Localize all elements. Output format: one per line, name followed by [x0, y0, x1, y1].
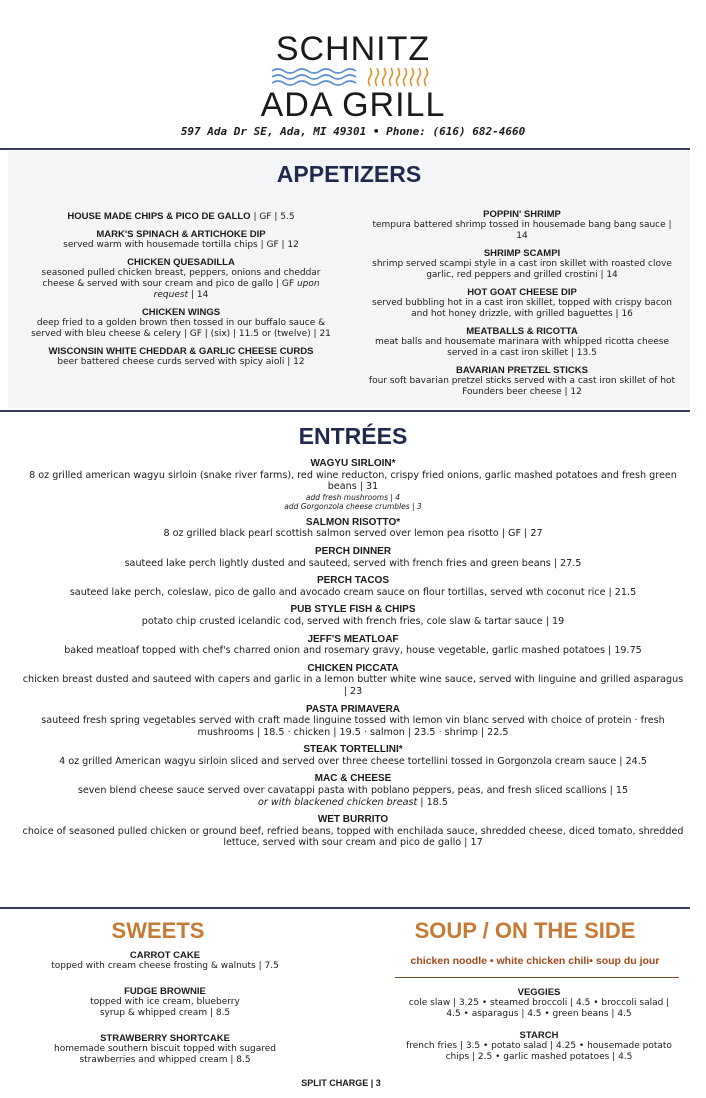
logo-line1: SCHNITZ [275, 30, 431, 68]
menu-item [20, 663, 686, 698]
menu-item [20, 634, 686, 657]
menu-item [30, 986, 300, 1019]
item-price: | 18.5 [417, 796, 448, 808]
item-desc: sauteed fresh spring vegetables served with craft made linguine tossed with lemon vin blanc served with choice of protein · fresh mushrooms | 18.5 · chicken | 19.5 · salmon | 23.5 · shrimp | 22.5 [41, 715, 665, 738]
sweets-title: SWEETS [111, 918, 205, 943]
logo [0, 32, 706, 122]
item-desc: 4 oz grilled American wagyu sirloin sliced and served over three cheese tortellini tossed in Gorgonzola cream sauce | 24.5 [59, 755, 647, 767]
menu-item [20, 604, 686, 627]
item-name: CARROT CAKE [129, 950, 201, 961]
item-name: WET BURRITO [317, 814, 389, 826]
menu-item [20, 517, 686, 540]
item-desc: sauteed lake perch, coleslaw, pico de gallo and avocado cream sauce on flour tortillas, served wth coconut rice | 21.5 [69, 586, 637, 598]
item-name: SHRIMP SCAMPI [483, 248, 561, 259]
item-name: HOT GOAT CHEESE DIP [467, 287, 577, 298]
item-price: | 14 [188, 290, 209, 300]
item-note: upon request [153, 279, 320, 300]
item-name: PUB STYLE FISH & CHIPS [290, 604, 416, 616]
appetizers-right-column [366, 209, 678, 404]
item-desc: beer battered cheese curds served with spicy aioli | 12 [57, 357, 305, 367]
item-desc: | GF | 5.5 [250, 212, 295, 222]
menu-item [20, 814, 686, 849]
entrees-list [20, 458, 686, 855]
item-desc: sauteed lake perch lightly dusted and sauteed, served with french fries and green beans | 27.5 [124, 557, 582, 569]
menu-item [20, 546, 686, 569]
item-name: VEGGIES [517, 987, 561, 998]
logo-waves [0, 66, 706, 88]
item-name: STARCH [519, 1030, 559, 1041]
item-name: STRAWBERRY SHORTCAKE [100, 1033, 230, 1044]
sweets-list [30, 950, 300, 1072]
item-name: PASTA PRIMAVERA [305, 703, 401, 715]
appetizers-left-column [28, 211, 334, 374]
appetizers-title: APPETIZERS [276, 161, 422, 187]
divider [0, 907, 690, 909]
menu-item [366, 248, 678, 281]
menu-item [366, 365, 678, 398]
item-desc: seasoned pulled chicken breast, peppers, onions and cheddar cheese & served with sour cream and pico de gallo | GF [41, 268, 321, 289]
item-desc: topped with ice cream, blueberry syrup & whipped cream | 8.5 [90, 997, 240, 1018]
menu-item [404, 1030, 674, 1063]
logo-line2: ADA GRILL [260, 86, 446, 124]
item-name: CHICKEN PICCATA [307, 662, 399, 674]
item-desc: french fries | 3.5 • potato salad | 4.25 • housemade potato chips | 2.5 • garlic mashed potatoes | 4.5 [406, 1041, 672, 1062]
soup-divider [395, 977, 679, 978]
divider [0, 148, 690, 150]
item-name: POPPIN' SHRIMP [483, 209, 561, 220]
menu-item [20, 458, 686, 511]
menu-item [366, 326, 678, 359]
item-name: WAGYU SIRLOIN* [310, 458, 396, 469]
split-charge: SPLIT CHARGE | 3 [301, 1078, 381, 1088]
item-desc: tempura battered shrimp tossed in housemade bang bang sauce | 14 [372, 220, 672, 241]
item-name: HOUSE MADE CHIPS & PICO DE GALLO [67, 211, 251, 222]
item-desc: served bubbling hot in a cast iron skillet, topped with crispy bacon and hot honey drizzle, with grilled baguettes | 16 [372, 298, 672, 319]
address: 597 Ada Dr SE, Ada, MI 49301 • Phone: (616) 682-4660 [180, 125, 526, 138]
item-desc: chicken breast dusted and sauteed with capers and garlic in a lemon butter white wine sauce, served with linguine and grilled asparagus | 23 [22, 674, 684, 697]
soup-options: chicken noodle • white chicken chili• soup du jour [410, 955, 660, 967]
soup-title: SOUP / ON THE SIDE [414, 918, 636, 943]
sweets-section [8, 910, 358, 1080]
item-desc: homemade southern biscuit topped with sugared strawberries and whipped cream | 8.5 [53, 1044, 277, 1065]
item-name: FUDGE BROWNIE [124, 986, 206, 997]
item-name: MARK'S SPINACH & ARTICHOKE DIP [96, 229, 266, 240]
item-name: CHICKEN WINGS [141, 307, 221, 318]
entrees-title: ENTRÉES [298, 423, 408, 449]
item-name: PERCH TACOS [316, 575, 390, 587]
item-name: STEAK TORTELLINI* [303, 744, 403, 756]
wave-flame-graphic [268, 66, 438, 88]
item-desc: cole slaw | 3.25 • steamed broccoli | 4.5 • broccoli salad | 4.5 • asparagus | 4.5 • green beans | 4.5 [408, 998, 670, 1019]
item-desc: served warm with housemade tortilla chips | GF | 12 [63, 240, 299, 250]
divider [0, 410, 690, 412]
item-desc: seven blend cheese sauce served over cavatappi pasta with poblano peppers, peas, and fresh sliced scallions | 15 [77, 785, 629, 797]
menu-item [20, 575, 686, 598]
menu-item [404, 987, 674, 1020]
item-name: CHICKEN QUESADILLA [127, 257, 235, 268]
menu-item [28, 307, 334, 340]
menu-item [28, 346, 334, 368]
item-desc: topped with cream cheese frosting & walnuts | 7.5 [51, 961, 279, 971]
menu-item [20, 744, 686, 767]
item-name: JEFF'S MEATLOAF [307, 633, 399, 645]
menu-item [28, 257, 334, 301]
item-desc: 8 oz grilled american wagyu sirloin (snake river farms), red wine reducton, crispy fried onions, garlic mashed potatoes and fresh green beans | 31 [29, 469, 677, 493]
item-desc: meat balls and housemate marinara with whipped ricotta cheese served in a cast iron skillet | 13.5 [374, 337, 669, 358]
item-desc: baked meatloaf topped with chef's charred onion and rosemary gravy, house vegetable, garlic mashed potatoes | 19.75 [64, 645, 642, 657]
menu-item [28, 211, 334, 223]
item-name: MEATBALLS & RICOTTA [466, 326, 578, 337]
item-name: PERCH DINNER [314, 545, 392, 557]
item-addon: add Gorgonzola cheese crumbles | 3 [284, 501, 422, 511]
item-desc: choice of seasoned pulled chicken or ground beef, refried beans, topped with enchilada sauce, shredded cheese, diced tomato, shredded lettuce, served with sour cream and pico de gallo | 17 [22, 825, 684, 849]
item-name: BAVARIAN PRETZEL STICKS [456, 365, 588, 376]
item-note: or with blackened chicken breast [258, 796, 418, 808]
menu-item [366, 287, 678, 320]
item-desc: potato chip crusted icelandic cod, served with french fries, cole slaw & tartar sauce | 19 [141, 615, 565, 627]
item-desc: four soft bavarian pretzel sticks served with a cast iron skillet of hot Founders beer cheese | 12 [368, 376, 676, 397]
sides-list [404, 987, 674, 1069]
item-name: SALMON RISOTTO* [305, 516, 401, 528]
item-name: MAC & CHEESE [314, 773, 392, 785]
menu-item [366, 209, 678, 242]
item-desc: shrimp served scampi style in a cast iron skillet with roasted clove garlic, red peppers and grilled crostini | 14 [372, 259, 672, 280]
menu-item [20, 773, 686, 808]
item-name: WISCONSIN WHITE CHEDDAR & GARLIC CHEESE CURDS [48, 346, 314, 357]
item-desc: 8 oz grilled black pearl scottish salmon served over lemon pea risotto | GF | 27 [163, 528, 543, 540]
item-desc: deep fried to a golden brown then tossed in our buffalo sauce & served with bleu cheese & celery | GF | (six) | 11.5 or (twelve) | 21 [31, 318, 331, 339]
item-addon: add fresh mushrooms | 4 [305, 492, 401, 502]
menu-item [30, 1033, 300, 1066]
menu-item [30, 950, 300, 972]
appetizers-section [8, 151, 690, 408]
menu-item [20, 704, 686, 739]
menu-item [28, 229, 334, 251]
